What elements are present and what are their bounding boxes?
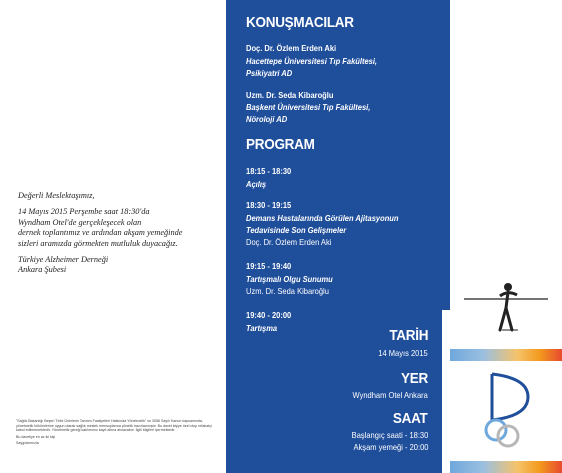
program-2-title-line1: Demans Hastalarında Görülen Ajitasyonun bbox=[246, 214, 399, 223]
date-value: 14 Mayıs 2015 bbox=[378, 349, 428, 358]
place-heading: YER bbox=[401, 370, 428, 387]
figure-walker-icon bbox=[462, 278, 550, 338]
signature: Türkiye Alzheimer Derneği Ankara Şubesi bbox=[18, 255, 109, 275]
invitation-text bbox=[18, 191, 218, 282]
program-3-title: Tartışmalı Olgu Sunumu bbox=[246, 275, 333, 284]
greeting: Değerli Meslektaşımız, bbox=[18, 191, 95, 200]
invitation-panel bbox=[0, 0, 226, 473]
speaker-2-department: Nöroloji AD bbox=[246, 115, 288, 124]
time-start: Başlangıç saati - 18:30 bbox=[351, 431, 428, 440]
gradient-band-bottom bbox=[450, 461, 562, 473]
program-3-speaker: Uzm. Dr. Seda Kibaroğlu bbox=[246, 287, 329, 296]
program-heading: PROGRAM bbox=[246, 136, 315, 153]
program-2-time: 18:30 - 19:15 bbox=[246, 201, 292, 210]
speaker-1-affiliation: Hacettepe Üniversitesi Tıp Fakültesi, bbox=[246, 57, 378, 66]
association-logo-icon bbox=[478, 370, 536, 452]
speaker-2-name: Uzm. Dr. Seda Kibaroğlu bbox=[246, 91, 334, 100]
program-2-title-line2: Tedavisinde Son Gelişmeler bbox=[246, 226, 347, 235]
time-heading: SAAT bbox=[393, 410, 428, 427]
program-1-time: 18:15 - 18:30 bbox=[246, 167, 292, 176]
blue-edge-stripe bbox=[442, 0, 450, 310]
program-4-title: Tartışma bbox=[246, 324, 278, 333]
program-panel bbox=[226, 0, 442, 473]
program-4-time: 19:40 - 20:00 bbox=[246, 311, 292, 320]
speaker-1-name: Doç. Dr. Özlem Erden Aki bbox=[246, 44, 337, 53]
speaker-2-affiliation: Başkent Üniversitesi Tıp Fakültesi, bbox=[246, 103, 371, 112]
place-value: Wyndham Otel Ankara bbox=[352, 391, 428, 400]
program-2-speaker: Doç. Dr. Özlem Erden Aki bbox=[246, 238, 332, 247]
legal-disclaimer: "Sağlık Bakanlığı Beşeri Tıbbi Ürünlerin Tanıtım Faaliyetleri Hakkında Yönetmelik" ve 3056 Sayılı Kanun kapsamında, yönetmelik hükümlerine uygun olarak sağlık meslek mensuplarına yönelik hazırlanmıştır. Bu davet kişiye özel olup refakatçi kabul edilmemektedir. Yönetmelik gereği katılımınız kayıt altına alınacaktır. İlgili bilgileri içermektedir. Bu davetiye en az iki kişi Saygılarımızla bbox=[16, 419, 212, 446]
program-1-title: Açılış bbox=[246, 180, 267, 189]
date-heading: TARİH bbox=[389, 327, 428, 344]
speakers-heading: KONUŞMACILAR bbox=[246, 14, 354, 31]
time-dinner: Akşam yemeği - 20:00 bbox=[353, 443, 428, 452]
program-3-time: 19:15 - 19:40 bbox=[246, 262, 292, 271]
invitation-body: 14 Mayıs 2015 Perşembe saat 18:30'da Wyndham Otel'de gerçekleşecek olan dernek toplantımız ve ardından akşam yemeğinde sizleri aramızda görmekten mutluluk duyacağız. bbox=[18, 207, 183, 248]
speaker-1-department: Psikiyatri AD bbox=[246, 69, 293, 78]
gradient-band-top bbox=[450, 349, 562, 361]
